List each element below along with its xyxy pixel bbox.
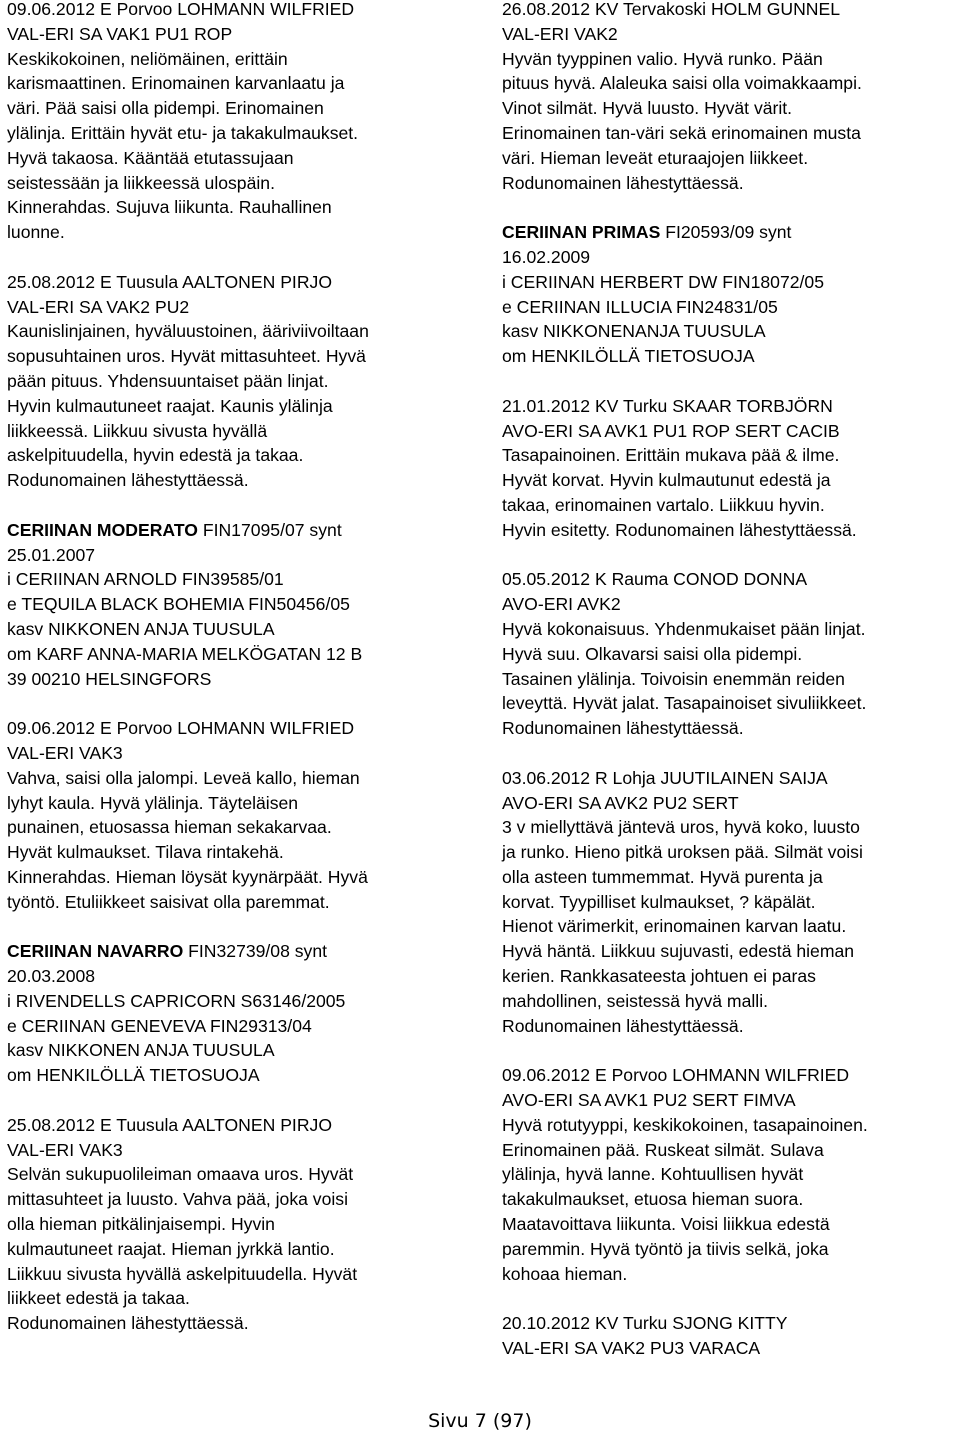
text-line: Erinomainen pää. Ruskeat silmät. Sulava — [502, 1139, 824, 1160]
text-line: AVO-ERI SA AVK2 PU2 SERT — [502, 792, 739, 813]
text-line: kasv NIKKONEN ANJA TUUSULA — [7, 618, 275, 639]
text-line: 03.06.2012 R Lohja JUUTILAINEN SAIJA — [502, 767, 828, 788]
text-line: leveyttä. Hyvät jalat. Tasapainoiset sivuliikkeet. — [502, 693, 867, 714]
text-line: ylälinja. Erittäin hyvät etu- ja takakulmaukset. — [7, 122, 359, 143]
text-line: e CERIINAN GENEVEVA FIN29313/04 — [7, 1015, 312, 1036]
text-line: liikkeessä. Liikkuu sivusta hyvällä — [7, 420, 268, 441]
text-line: Kinnerahdas. Hieman löysät kyynärpäät. Hyvä — [7, 866, 368, 887]
text-line: takakulmaukset, etuosa hieman suora. — [502, 1189, 804, 1210]
text-line: 3 v miellyttävä jäntevä uros, hyvä koko, luusto — [502, 817, 860, 838]
text-line: 20.03.2008 — [7, 966, 96, 987]
text-line: kohoaa hieman. — [502, 1263, 628, 1284]
text-line: luonne. — [7, 222, 65, 243]
text-line: olla hieman pitkälinjaisempi. Hyvin — [7, 1214, 275, 1235]
text-line: Keskikokoinen, neliömäinen, erittäin — [7, 48, 288, 69]
text-line: Tasapainoinen. Erittäin mukava pää & ilme. — [502, 445, 840, 466]
text-line: e TEQUILA BLACK BOHEMIA FIN50456/05 — [7, 594, 350, 615]
text-line: 20.10.2012 KV Turku SJONG KITTY — [502, 1313, 788, 1334]
text-line: kulmautuneet raajat. Hieman jyrkkä lantio. — [7, 1238, 335, 1259]
text-line: 16.02.2009 — [502, 246, 591, 267]
text-line: Rodunomainen lähestyttäessä. — [502, 1015, 744, 1036]
dog-entry — [502, 220, 954, 369]
text-line: Rodunomainen lähestyttäessä. — [7, 470, 249, 491]
text-line: karismaattinen. Erinomainen karvanlaatu ja — [7, 73, 345, 94]
text-line: 21.01.2012 KV Turku SKAAR TORBJÖRN — [502, 395, 833, 416]
text-line: i CERIINAN ARNOLD FIN39585/01 — [7, 569, 284, 590]
dog-heading-line — [502, 220, 954, 245]
paragraph-gap — [502, 369, 954, 394]
text-line: Hyvän tyyppinen valio. Hyvä runko. Pään — [502, 48, 823, 69]
dog-name: CERIINAN NAVARRO — [7, 941, 184, 962]
text-line: Selvän sukupuolileiman omaava uros. Hyvät — [7, 1164, 354, 1185]
text-line: Maatavoittava liikunta. Voisi liikkua edestä — [502, 1214, 830, 1235]
text-line: Rodunomainen lähestyttäessä. — [502, 172, 744, 193]
text-line: Hyvä kokonaisuus. Yhdenmukaiset pään linjat. — [502, 618, 866, 639]
text-line: Erinomainen tan-väri sekä erinomainen musta — [502, 122, 861, 143]
dog-registration: FI20593/09 synt — [660, 222, 792, 243]
text-line: liikkeet edestä ja takaa. — [7, 1288, 190, 1309]
paragraph-gap — [7, 914, 459, 939]
text-line: 25.01.2007 — [7, 544, 96, 565]
dog-heading-line — [7, 939, 459, 964]
critique-paragraph — [7, 716, 459, 914]
critique-paragraph — [7, 0, 459, 245]
text-line: työntö. Etuliikkeet saisivat olla paremmat. — [7, 891, 330, 912]
paragraph-gap — [7, 245, 459, 270]
text-line: VAL-ERI VAK2 — [502, 23, 618, 44]
text-line: Tasainen ylälinja. Toivoisin enemmän reiden — [502, 668, 845, 689]
critique-paragraph — [502, 0, 954, 195]
text-line: 09.06.2012 E Porvoo LOHMANN WILFRIED — [7, 718, 355, 739]
text-line: Hyvät korvat. Hyvin kulmautunut edestä ja — [502, 470, 831, 491]
text-line: Hyvä rotutyyppi, keskikokoinen, tasapainoinen. — [502, 1114, 868, 1135]
text-line: paremmin. Hyvä työntö ja tiivis selkä, joka — [502, 1238, 829, 1259]
text-line: Hyvä häntä. Liikkuu sujuvasti, edestä hieman — [502, 941, 855, 962]
text-line: sopusuhtainen uros. Hyvät mittasuhteet. Hyvä — [7, 346, 366, 367]
paragraph-gap — [502, 1286, 954, 1311]
text-line: väri. Pää saisi olla pidempi. Erinomainen — [7, 98, 324, 119]
text-line: Hyvin kulmautuneet raajat. Kaunis ylälinja — [7, 395, 333, 416]
text-line: 09.06.2012 E Porvoo LOHMANN WILFRIED — [7, 0, 355, 19]
dog-entry — [7, 939, 459, 1088]
text-line: om HENKILÖLLÄ TIETOSUOJA — [7, 1065, 260, 1086]
text-line: kerien. Rankkasateesta johtuen ei paras — [502, 966, 816, 987]
text-line: Vinot silmät. Hyvä luusto. Hyvät värit. — [502, 98, 793, 119]
dog-entry — [7, 518, 459, 692]
critique-paragraph — [502, 394, 954, 543]
critique-paragraph — [502, 766, 954, 1039]
paragraph-gap — [7, 691, 459, 716]
text-line: ja runko. Hieno pitkä uroksen pää. Silmät voisi — [502, 842, 863, 863]
text-line: VAL-ERI VAK3 — [7, 1139, 123, 1160]
left-column — [7, 0, 459, 1336]
text-line: Hyvä suu. Olkavarsi saisi olla pidempi. — [502, 643, 803, 664]
text-line: Kaunislinjainen, hyväluustoinen, ääriviivoiltaan — [7, 321, 369, 342]
text-line: lyhyt kaula. Hyvä ylälinja. Täyteläisen — [7, 792, 299, 813]
dog-name: CERIINAN MODERATO — [7, 519, 198, 540]
text-line: Rodunomainen lähestyttäessä. — [7, 1313, 249, 1334]
critique-paragraph — [502, 567, 954, 741]
text-line: Kinnerahdas. Sujuva liikunta. Rauhallinen — [7, 197, 332, 218]
text-line: 09.06.2012 E Porvoo LOHMANN WILFRIED — [502, 1065, 850, 1086]
text-line: seistessään ja liikkeessä ulospäin. — [7, 172, 275, 193]
text-line: pään pituus. Yhdensuuntaiset pään linjat. — [7, 370, 329, 391]
text-line: 25.08.2012 E Tuusula AALTONEN PIRJO — [7, 271, 333, 292]
dog-name: CERIINAN PRIMAS — [502, 222, 661, 243]
text-line: Hienot värimerkit, erinomainen karvan laatu. — [502, 916, 847, 937]
paragraph-gap — [7, 1088, 459, 1113]
text-line: i RIVENDELLS CAPRICORN S63146/2005 — [7, 990, 346, 1011]
text-line: Hyvin esitetty. Rodunomainen lähestyttäessä. — [502, 519, 857, 540]
text-line: 39 00210 HELSINGFORS — [7, 668, 212, 689]
text-line: VAL-ERI VAK3 — [7, 742, 123, 763]
text-line: VAL-ERI SA VAK1 PU1 ROP — [7, 23, 233, 44]
text-line: Hyvät kulmaukset. Tilava rintakehä. — [7, 842, 284, 863]
text-line: olla asteen tummemmat. Hyvä purenta ja — [502, 866, 823, 887]
critique-paragraph — [7, 270, 459, 493]
text-line: 25.08.2012 E Tuusula AALTONEN PIRJO — [7, 1114, 333, 1135]
text-line: Vahva, saisi olla jalompi. Leveä kallo, hieman — [7, 767, 360, 788]
paragraph-gap — [7, 493, 459, 518]
text-line: i CERIINAN HERBERT DW FIN18072/05 — [502, 271, 824, 292]
text-line: kasv NIKKONEN ANJA TUUSULA — [7, 1040, 275, 1061]
dog-registration: FIN17095/07 synt — [197, 519, 342, 540]
text-line: mittasuhteet ja luusto. Vahva pää, joka voisi — [7, 1189, 348, 1210]
paragraph-gap — [502, 1038, 954, 1063]
text-line: AVO-ERI SA AVK1 PU1 ROP SERT CACIB — [502, 420, 840, 441]
right-column — [502, 0, 954, 1361]
text-line: väri. Hieman leveät eturaajojen liikkeet. — [502, 147, 809, 168]
dog-registration: FIN32739/08 synt — [183, 941, 328, 962]
paragraph-gap — [502, 543, 954, 568]
text-line: AVO-ERI AVK2 — [502, 594, 621, 615]
text-line: 26.08.2012 KV Tervakoski HOLM GUNNEL — [502, 0, 841, 19]
dog-heading-line — [7, 518, 459, 543]
text-line: kasv NIKKONENANJA TUUSULA — [502, 321, 766, 342]
text-line: Rodunomainen lähestyttäessä. — [502, 718, 744, 739]
text-line: om KARF ANNA-MARIA MELKÖGATAN 12 B — [7, 643, 363, 664]
text-line: mahdollinen, seistessä hyvä malli. — [502, 990, 768, 1011]
paragraph-gap — [502, 195, 954, 220]
critique-paragraph — [502, 1311, 954, 1361]
text-line: Hyvä takaosa. Kääntää etutassujaan — [7, 147, 294, 168]
text-line: askelpituudella, hyvin edestä ja takaa. — [7, 445, 304, 466]
text-line: Liikkuu sivusta hyvällä askelpituudella. Hyvät — [7, 1263, 358, 1284]
text-line: om HENKILÖLLÄ TIETOSUOJA — [502, 346, 755, 367]
paragraph-gap — [502, 741, 954, 766]
text-line: 05.05.2012 K Rauma CONOD DONNA — [502, 569, 808, 590]
text-line: VAL-ERI SA VAK2 PU3 VARACA — [502, 1338, 761, 1359]
page-number: Sivu 7 (97) — [428, 1410, 532, 1432]
text-line: AVO-ERI SA AVK1 PU2 SERT FIMVA — [502, 1090, 796, 1111]
critique-paragraph — [7, 1113, 459, 1336]
text-line: korvat. Tyypilliset kulmaukset, ? käpälät. — [502, 891, 816, 912]
critique-paragraph — [502, 1063, 954, 1286]
text-line: ylälinja, hyvä lanne. Kohtuullisen hyvät — [502, 1164, 804, 1185]
text-line: pituus hyvä. Alaleuka saisi olla voimakkaampi. — [502, 73, 862, 94]
text-line: takaa, erinomainen vartalo. Liikkuu hyvin. — [502, 494, 825, 515]
text-line: punainen, etuosassa hieman sekakarvaa. — [7, 817, 332, 838]
text-line: VAL-ERI SA VAK2 PU2 — [7, 296, 190, 317]
text-line: e CERIINAN ILLUCIA FIN24831/05 — [502, 296, 778, 317]
